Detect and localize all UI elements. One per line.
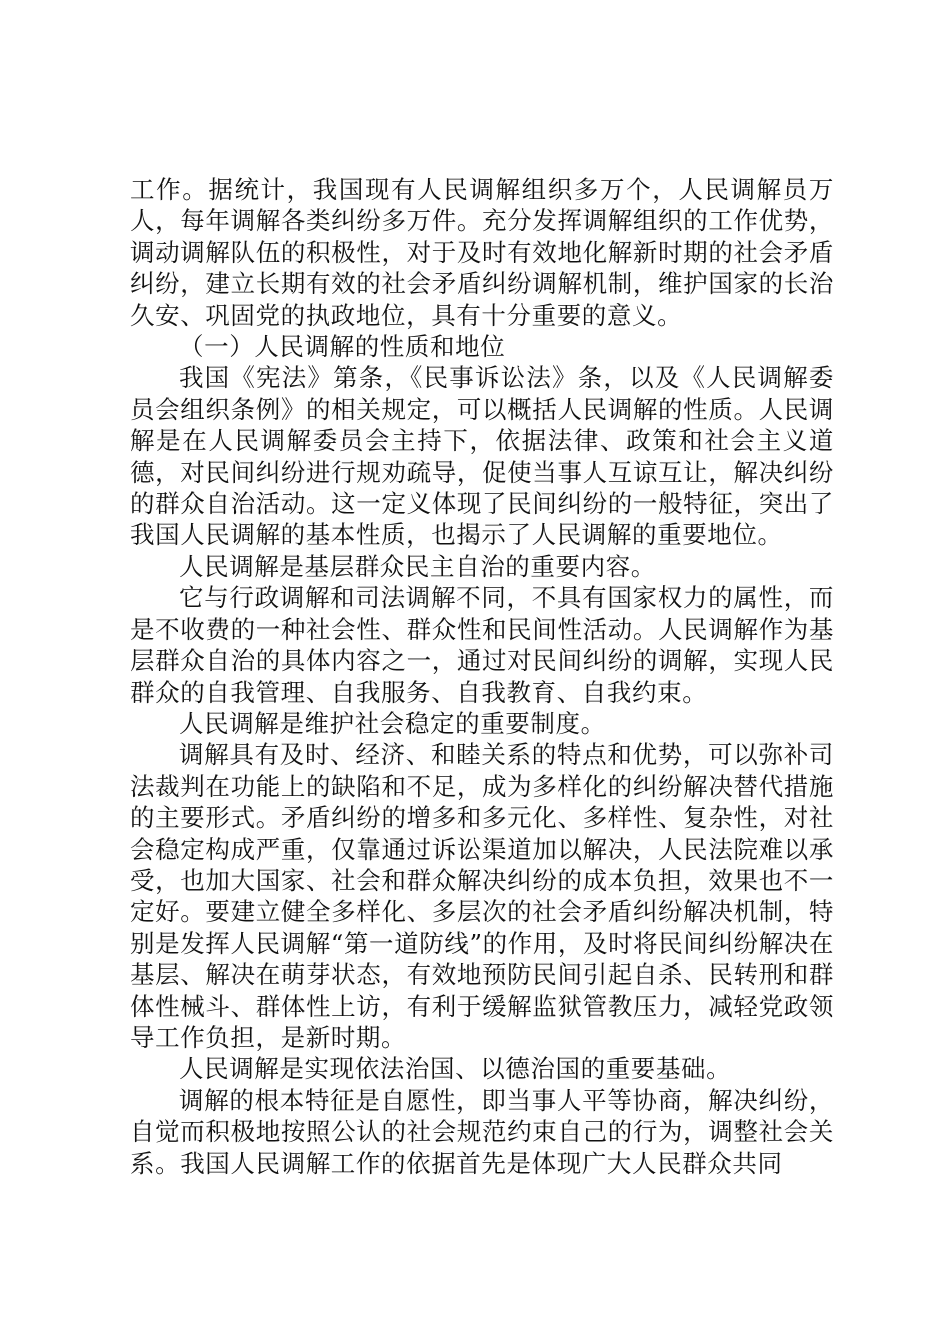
- paragraph-point-stability: 人民调解是维护社会稳定的重要制度。: [179, 708, 606, 738]
- paragraph-rule-of-law-detail: 调解的根本特征是自愿性，即当事人平等协商，解决纠纷，自觉而积极地按照公认的社会规范约束自己的行为，调整社会关系。我国人民调解工作的依据首先是体现广大人民群众共同: [130, 1085, 834, 1178]
- paragraph-nature-definition: 我国《宪法》第条，《民事诉讼法》条，以及《人民调解委员会组织条例》的相关规定，可以概括人民调解的性质。人民调解是在人民调解委员会主持下，依据法律、政策和社会主义道德，对民间纠纷进行规劝疏导，促使当事人互谅互让，解决纠纷的群众自治活动。这一定义体现了民间纠纷的一般特征，突出了我国人民调解的基本性质，也揭示了人民调解的重要地位。: [130, 363, 834, 550]
- paragraph-point-autonomy: 人民调解是基层群众民主自治的重要内容。: [179, 551, 656, 581]
- paragraph-autonomy-detail: 它与行政调解和司法调解不同，不具有国家权力的属性，而是不收费的一种社会性、群众性和民间性活动。人民调解作为基层群众自治的具体内容之一，通过对民间纠纷的调解，实现人民群众的自我管理、自我服务、自我教育、自我约束。: [130, 583, 834, 707]
- section-heading: （一）人民调解的性质和地位: [179, 332, 506, 362]
- paragraph-continuation: 工作。据统计，我国现有人民调解组织多万个，人民调解员万人，每年调解各类纠纷多万件。充分发挥调解组织的工作优势，调动调解队伍的积极性，对于及时有效地化解新时期的社会矛盾纠纷，建立长期有效的社会矛盾纠纷调解机制，维护国家的长治久安、巩固党的执政地位，具有十分重要的意义。: [130, 175, 834, 330]
- paragraph-point-rule-of-law: 人民调解是实现依法治国、以德治国的重要基础。: [179, 1054, 732, 1084]
- document-body: [130, 174, 834, 1179]
- paragraph-stability-detail: 调解具有及时、经济、和睦关系的特点和优势，可以弥补司法裁判在功能上的缺陷和不足，成为多样化的纠纷解决替代措施的主要形式。矛盾纠纷的增多和多元化、多样性、复杂性，对社会稳定构成严重，仅靠通过诉讼渠道加以解决，人民法院难以承受，也加大国家、社会和群众解决纠纷的成本负担，效果也不一定好。要建立健全多样化、多层次的社会矛盾纠纷解决机制，特别是发挥人民调解“第一道防线”的作用，及时将民间纠纷解决在基层、解决在萌芽状态，有效地预防民间引起自杀、民转刑和群体性械斗、群体性上访，有利于缓解监狱管教压力，减轻党政领导工作负担，是新时期。: [130, 740, 834, 1052]
